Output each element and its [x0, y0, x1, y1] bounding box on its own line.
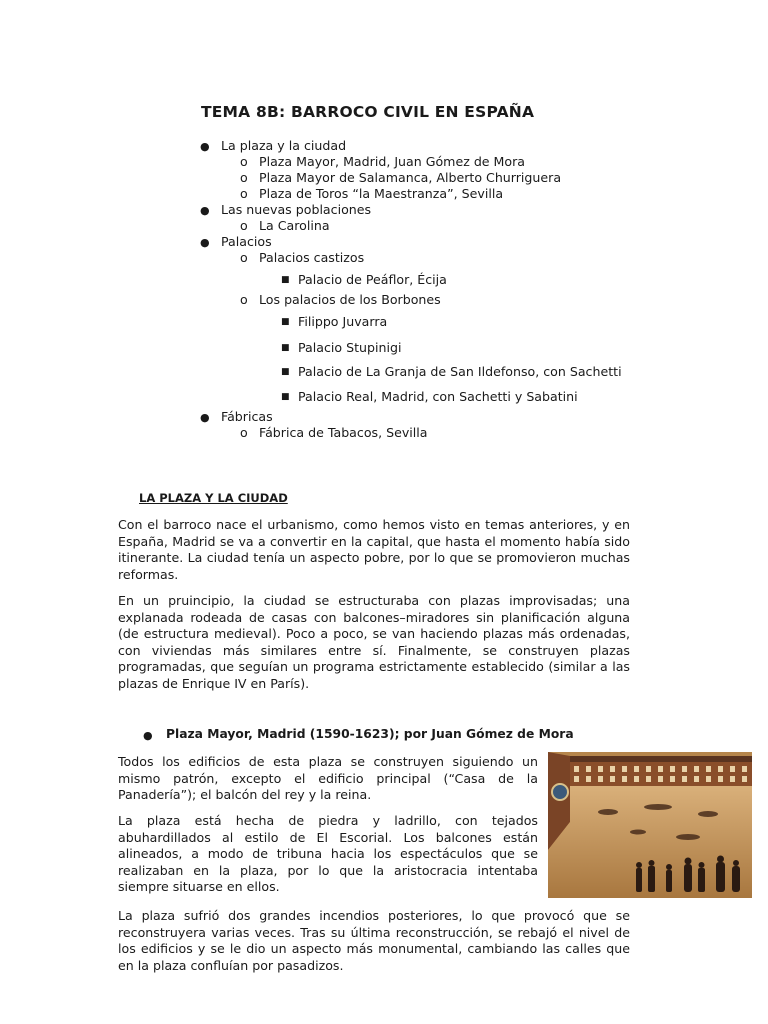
page-title: TEMA 8B: BARROCO CIVIL EN ESPAÑA	[201, 103, 535, 121]
paragraph: La plaza sufrió dos grandes incendios posteriores, lo que provocó que se reconstruyera varias veces. Tras su última reconstrucción, se rebajó el nivel de los edificios y se le dio un aspecto más monumental, cambiando las calles que en la plaza confluían por pasadizos.	[118, 908, 630, 973]
paragraph: La plaza está hecha de piedra y ladrillo, con tejados abuhardillados al estilo de El Escorial. Los balcones están alineados, a modo de tribuna hacia los espectáculos que se realizaban en la plaza, por lo que la aristocracia intentaba siempre situarse en ellos.	[118, 813, 538, 894]
outline-subitem: Los palacios de los Borbones	[259, 292, 441, 307]
square-bullet-icon: ■	[281, 367, 290, 377]
paragraph: En un pruincipio, la ciudad se estructuraba con plazas improvisadas; una explanada rodeada de casas con balcones–miradores sin planificación alguna (de estructura medieval). Poco a poco, se van haciendo plazas más ordenadas, con viviendas más similares entre sí. Finalmente, se construyen plazas programadas, que seguían un programa estrictamente establecido (similar a las plazas de Enrique IV en París).	[118, 593, 630, 691]
outline-subsubitem: Filippo Juvarra	[298, 314, 388, 329]
square-bullet-icon: ■	[281, 392, 290, 402]
outline-item: Fábricas	[221, 409, 273, 424]
outline-subsubitem: Palacio Real, Madrid, con Sachetti y Sabatini	[298, 389, 578, 404]
bullet-icon: ●	[200, 204, 210, 217]
bullet-icon: ●	[143, 729, 153, 742]
outline-item: Las nuevas poblaciones	[221, 202, 372, 217]
circle-bullet-icon: o	[240, 218, 248, 233]
outline-subitem: Palacios castizos	[259, 250, 365, 265]
outline-subitem: Plaza Mayor, Madrid, Juan Gómez de Mora	[259, 154, 526, 169]
outline-item: La plaza y la ciudad	[221, 138, 347, 153]
circle-bullet-icon: o	[240, 170, 248, 185]
outline-item: Palacios	[221, 234, 272, 249]
outline-subsubitem: Palacio de Peáflor, Écija	[298, 272, 447, 287]
section-heading: LA PLAZA Y LA CIUDAD	[139, 491, 288, 505]
bullet-icon: ●	[200, 140, 210, 153]
outline-subitem: Plaza de Toros “la Maestranza”, Sevilla	[259, 186, 504, 201]
bullet-icon: ●	[200, 236, 210, 249]
outline-subsubitem: Palacio de La Granja de San Ildefonso, con Sachetti	[298, 364, 622, 379]
outline-subitem: Fábrica de Tabacos, Sevilla	[259, 425, 428, 440]
outline-subitem: La Carolina	[259, 218, 330, 233]
circle-bullet-icon: o	[240, 292, 248, 307]
bullet-icon: ●	[200, 411, 210, 424]
circle-bullet-icon: o	[240, 425, 248, 440]
circle-bullet-icon: o	[240, 250, 248, 265]
paragraph: Con el barroco nace el urbanismo, como hemos visto en temas anteriores, y en España, Madrid se va a convertir en la capital, que hasta el momento había sido itinerante. La ciudad tenía un aspecto pobre, por lo que se promovieron muchas reformas.	[118, 517, 630, 582]
outline-subsubitem: Palacio Stupinigi	[298, 340, 402, 355]
square-bullet-icon: ■	[281, 275, 290, 285]
circle-bullet-icon: o	[240, 186, 248, 201]
outline-subitem: Plaza Mayor de Salamanca, Alberto Churriguera	[259, 170, 562, 185]
square-bullet-icon: ■	[281, 343, 290, 353]
plaza-mayor-painting	[548, 752, 752, 898]
subsection-heading: Plaza Mayor, Madrid (1590-1623); por Juan Gómez de Mora	[166, 727, 574, 741]
circle-bullet-icon: o	[240, 154, 248, 169]
paragraph: Todos los edificios de esta plaza se construyen siguiendo un mismo patrón, excepto el edificio principal (“Casa de la Panadería”); el balcón del rey y la reina.	[118, 754, 538, 802]
square-bullet-icon: ■	[281, 317, 290, 327]
